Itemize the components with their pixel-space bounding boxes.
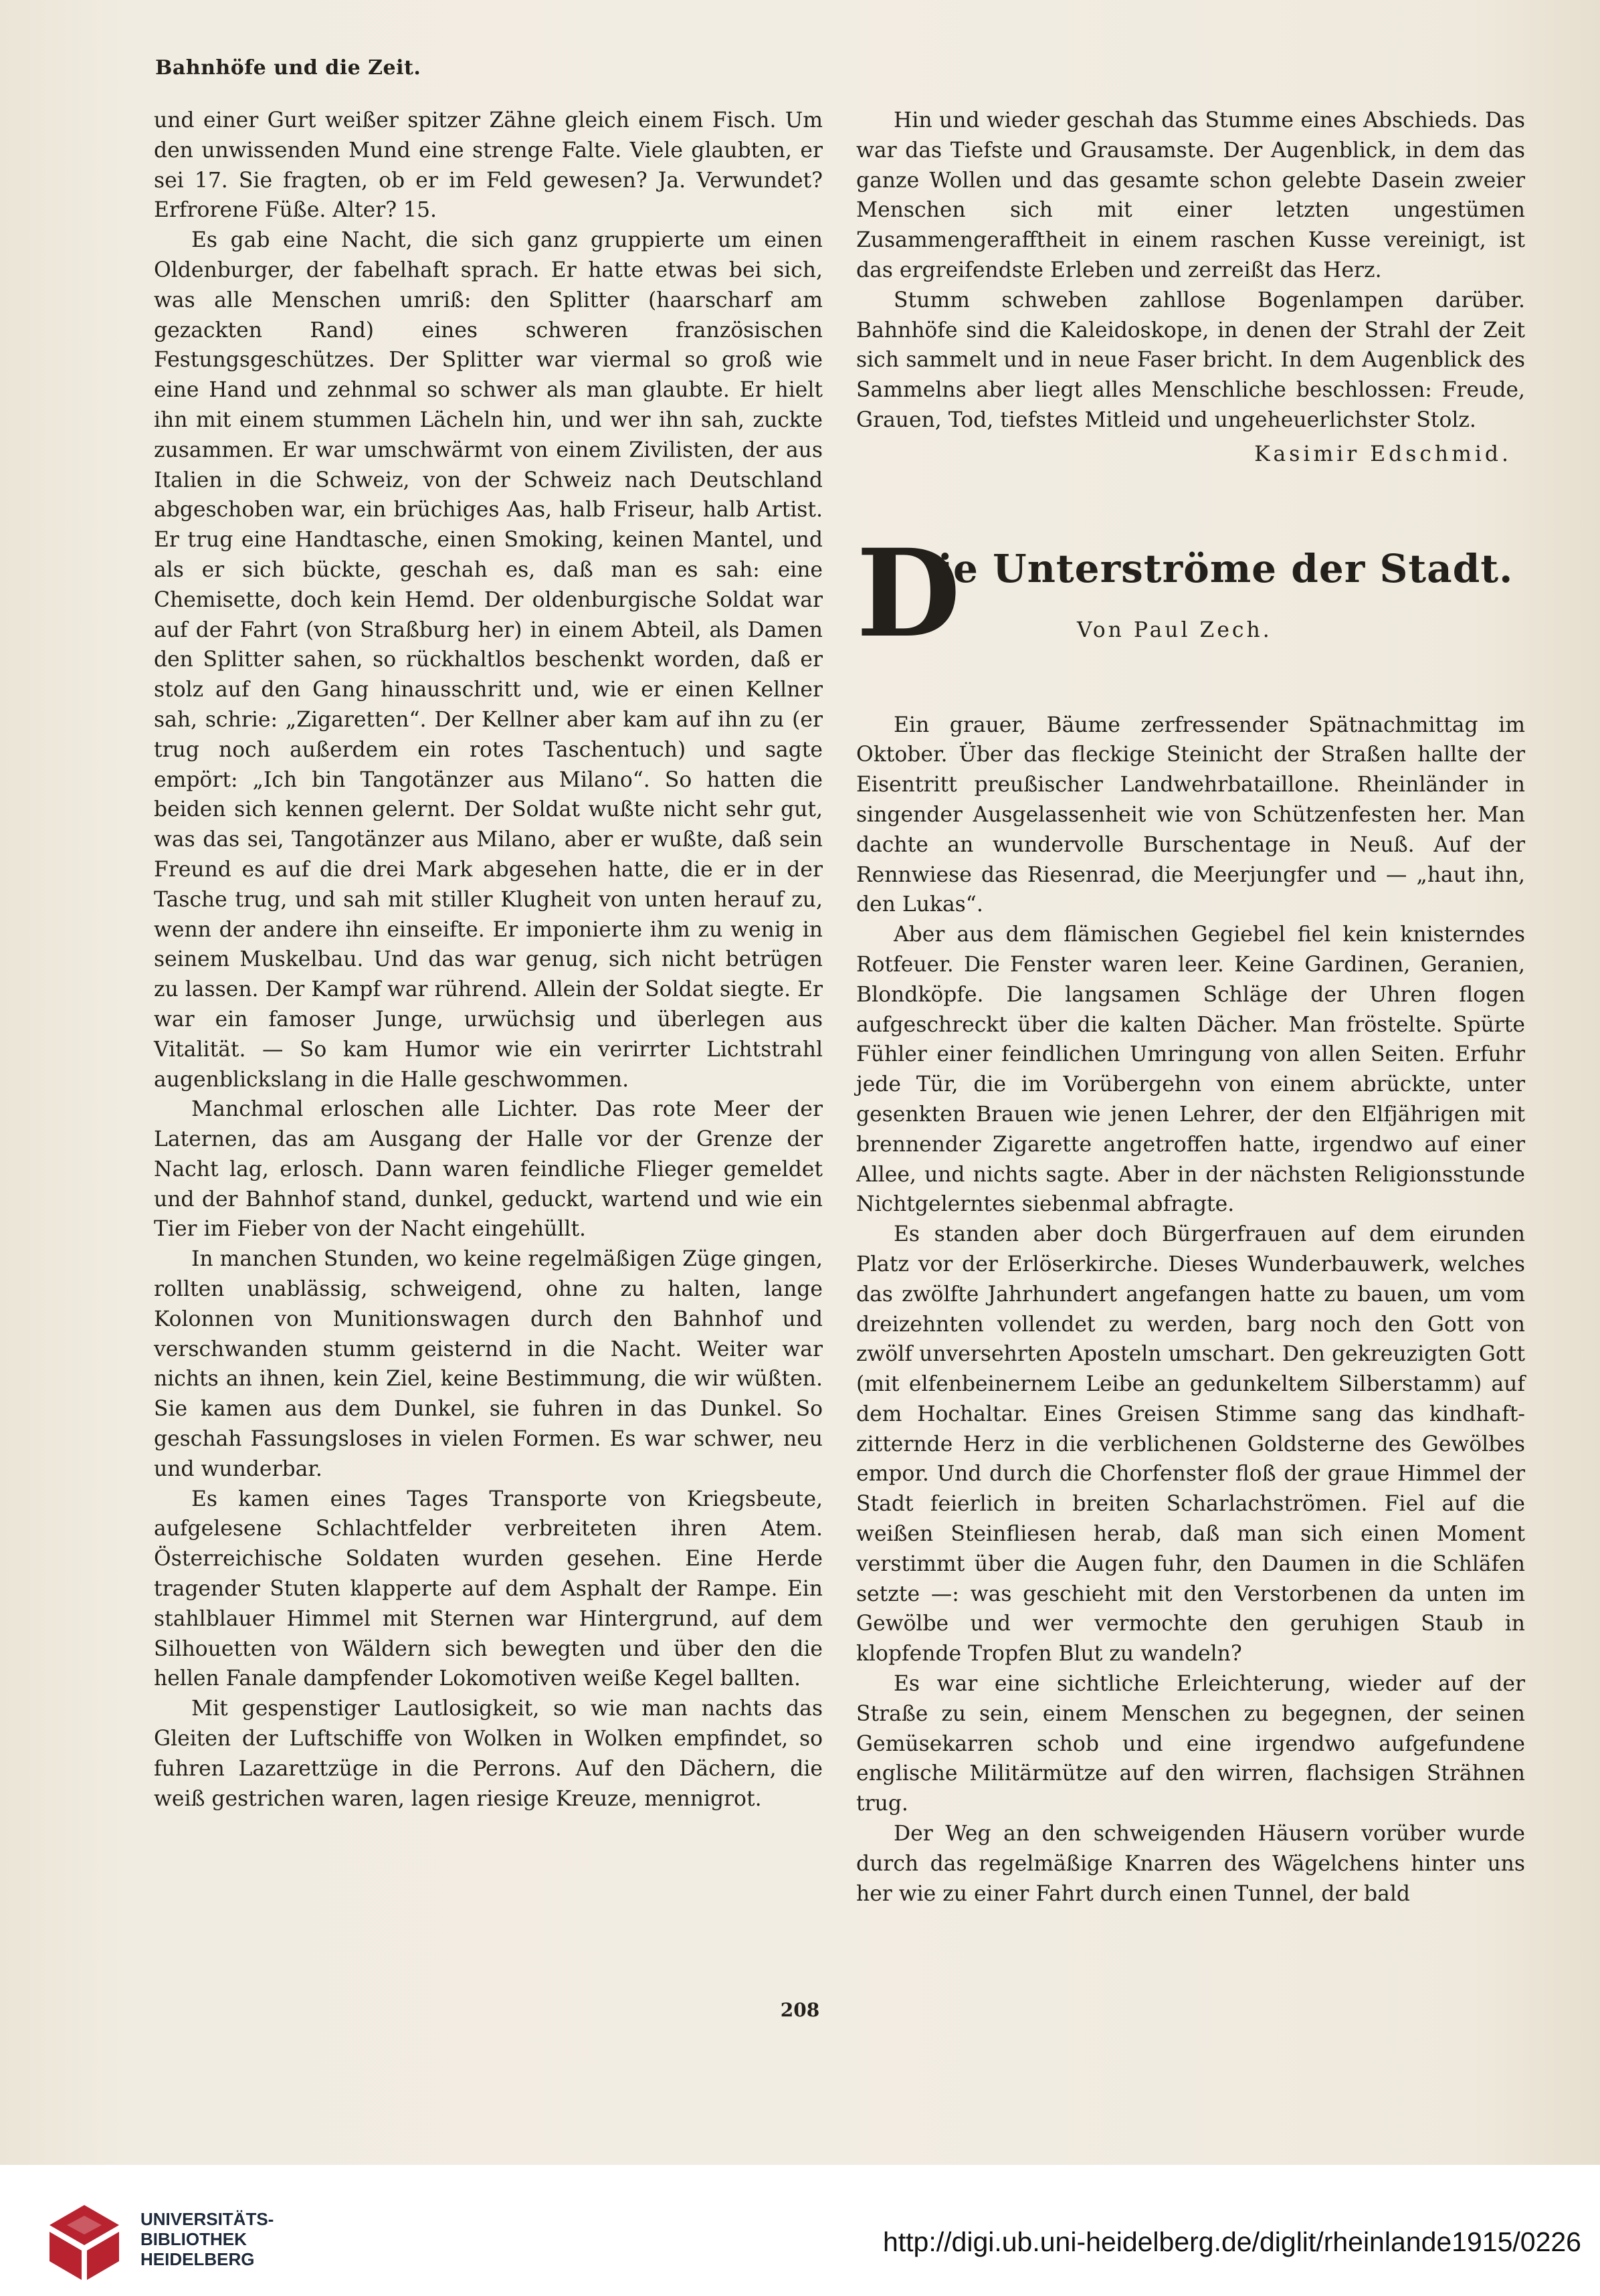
right-column — [856, 106, 1525, 1909]
library-footer — [0, 2165, 1600, 2296]
running-head: Bahnhöfe und die Zeit. — [155, 56, 421, 80]
drop-cap: D — [856, 522, 961, 664]
paragraph: Aber aus dem flämischen Gegiebel fiel kein knisterndes Rotfeuer. Die Fenster waren leer. Keine Gardinen, Geranien, Blondköpfe. Die langsamen Schläge der Uhren flogen aufgeschreckt über die kalten Dächer. Man fröstelte. Spürte Fühler einer feindlichen Umringung von allen Seiten. Erfuhr jede Tür, die im Vorübergehn von einem abrückte, unter gesenkten Brauen wie jenen Lehrer, der den Elfjährigen mit brennender Zigarette angetroffen hatte, irgendwo auf einer Allee, und nichts sagte. Aber in der nächsten Religionsstunde Nichtgelerntes siebenmal abfragte. — [856, 923, 1525, 1217]
author-signature: Kasimir Edschmid. — [1254, 442, 1512, 466]
paragraph: Stumm schweben zahllose Bogenlampen darüber. Bahnhöfe sind die Kaleidoskope, in denen der Strahl der Zeit sich sammelt und in neue Faser bricht. In dem Augenblick des Sammelns aber liegt alles Menschliche beschlossen: Freude, Grauen, Tod, tiefstes Mitleid und ungeheuerlichster Stolz. — [856, 288, 1525, 432]
paragraph: Es gab eine Nacht, die sich ganz gruppierte um einen Oldenburger, der fabelhaft sprach. Er hatte etwas bei sich, was alle Menschen umriß: den Splitter (haarscharf am gezackten Rand) eines schweren französischen Festungsgeschützes. Der Splitter war viermal so groß wie eine Hand und zehnmal so schwer als man glaubte. Er hielt ihn mit einem stummen Lächeln hin, und wer ihn sah, zuckte zusammen. Er war umschwärmt von einem Zivilisten, der aus Italien in die Schweiz, von der Schweiz nach Deutschland abgeschoben war, ein brüchiges Aas, halb Friseur, halb Artist. Er trug eine Handtasche, einen Smoking, keinen Mantel, und als er sich bückte, geschah es, daß man es sah: eine Chemisette, doch kein Hemd. Der oldenburgische Soldat war auf der Fahrt (von Straßburg her) in einem Abteil, als Damen den Splitter sahen, so rückhaltlos beschenkt worden, daß er stolz auf den Gang hinausschritt und, wie er einen Kellner sah, schrie: „Zigaretten“. Der Kellner aber kam auf ihn zu (er trug noch außerdem ein rotes Taschentuch) und sagte empört: „Ich bin Tangotänzer aus Milano“. So hatten die beiden sich kennen gelernt. Der Soldat wußte nicht sehr gut, was das sei, Tangotänzer aus Milano, aber er wußte, daß sein Freund es auf die drei Mark abgesehen hatte, die er in der Tasche trug, und sah mit stiller Klugheit von unten herauf zu, wenn der andere ihn einseifte. Er imponierte ihm zu wenig in seinem Muskelbau. Und das war genug, sich nicht betrügen zu lassen. Der Kampf war rührend. Allein der Soldat siegte. Er war ein famoser Junge, urwüchsig und überlegen aus Vitalität. — So kam Humor wie ein verirrter Lichtstrahl augenblickslang in die Halle geschwommen. — [154, 228, 823, 1092]
paragraph: In manchen Stunden, wo keine regelmäßigen Züge gingen, rollten unablässig, schweigend, ohne zu halten, lange Kolonnen von Munitionswagen durch den Bahnhof und verschwanden stumm geisternd in die Nacht. Weiter war nichts an ihnen, kein Ziel, keine Bestimmung, die wir wüßten. Sie kamen aus dem Dunkel, sie fuhren in das Dunkel. So geschah Fassungsloses in vielen Formen. Es war schwer, neu und wunderbar. — [154, 1247, 823, 1481]
paragraph: Es standen aber doch Bürgerfrauen auf dem eirunden Platz vor der Erlöserkirche. Dieses Wunderbauwerk, welches das zwölfte Jahrhundert angefangen hatte zu bauen, um vom dreizehnten vollendet zu werden, barg noch den Gott von zwölf unversehrten Aposteln umschart. Den gekreuzigten Gott (mit elfenbeinernem Leibe an gedunkeltem Silberstamm) auf dem Hochaltar. Eines Greisen Stimme sang das kindhaft-zitternde Herz in die verblichenen Goldsterne des Gewölbes empor. Und durch die Chorfenster floß der graue Himmel der Stadt feierlich in breiten Scharlachströmen. Fiel auf die weißen Steinfliesen herab, daß man sich einen Moment verstimmt über die Augen fuhr, den Daumen in die Schläfen setzte —: was geschieht mit den Verstorbenen da unten im Gewölbe und wer vermochte den geruhigen Staub in klopfende Tropfen Blut zu wandeln? — [856, 1222, 1525, 1666]
paragraph: Hin und wieder geschah das Stumme eines Abschieds. Das war das Tiefste und Grausamste. Der Augenblick, in dem das ganze Wollen und das gesamte schon gelebte Dasein zweier Menschen sich mit einer letzten ungestümen Zusammengerafftheit in einem raschen Kusse vereinigt, ist das ergreifendste Erleben und zerreißt das Herz. — [856, 108, 1525, 282]
paragraph: Ein grauer, Bäume zerfressender Spätnachmittag im Oktober. Über das fleckige Steinicht der Straßen hallte der Eisentritt preußischer Landwehrbataillone. Rheinländer in singender Ausgelassenheit wie von Schützenfesten her. Man dachte an wundervolle Burschentage in Neuß. Auf der Rennwiese das Riesenrad, die Meerjungfer und — „haut ihn, den Lukas“. — [856, 712, 1525, 917]
paragraph: Manchmal erloschen alle Lichter. Das rote Meer der Laternen, das am Ausgang der Halle vor der Grenze der Nacht lag, erlosch. Dann waren feindliche Flieger gemeldet und der Bahnhof stand, dunkel, geduckt, wartend und wie ein Tier im Fieber von der Nacht eingehüllt. — [154, 1097, 823, 1242]
paragraph: Es kamen eines Tages Transporte von Kriegsbeute, aufgelesene Schlachtfelder verbreiteten ihren Atem. Österreichische Soldaten wurden gesehen. Eine Herde tragender Stuten klapperte auf dem Asphalt der Rampe. Ein stahlblauer Himmel mit Sternen war Hintergrund, auf dem Silhouetten von Wäldern sich bewegten und über den die hellen Fanale dampfender Lokomotiven weiße Kegel ballten. — [154, 1487, 823, 1691]
article-heading — [856, 522, 1525, 710]
article-byline: Von Paul Zech. — [1077, 617, 1272, 642]
paragraph: Mit gespenstiger Lautlosigkeit, so wie man nachts das Gleiten der Luftschiffe von Wolken in Wolken empfindet, so fuhren Lazarettzüge in die Perrons. Auf den Dächern, die weiß gestrichen waren, lagen riesige Kreuze, mennigrot. — [154, 1697, 823, 1811]
library-name-line: UNIVERSITÄTS- — [140, 2209, 274, 2229]
page-number: 208 — [780, 1999, 820, 2021]
paragraph: Der Weg an den schweigenden Häusern vorüber wurde durch das regelmäßige Knarren des Wägelchens hinter uns her wie zu einer Fahrt durch einen Tunnel, der bald — [856, 1822, 1525, 1906]
library-name-line: HEIDELBERG — [140, 2249, 255, 2269]
source-url-link[interactable]: http://digi.ub.uni-heidelberg.de/diglit/rheinlande1915/0226 — [882, 2226, 1581, 2257]
left-column — [154, 106, 823, 1814]
library-name-line: BIBLIOTHEK — [140, 2229, 247, 2249]
article-title: ie Unterströme der Stadt. — [938, 545, 1514, 591]
library-name — [140, 2209, 274, 2269]
library-logo-icon — [44, 2202, 124, 2283]
article-body — [856, 710, 1525, 1909]
paragraph: und einer Gurt weißer spitzer Zähne gleich einem Fisch. Um den unwissenden Mund eine strenge Falte. Viele glaubten, er sei 17. Sie fragten, ob er im Feld gewesen? Ja. Verwundet? Erfrorene Füße. Alter? 15. — [154, 108, 823, 223]
paragraph: Es war eine sichtliche Erleichterung, wieder auf der Straße zu sein, einem Menschen zu begegnen, der seinen Gemüsekarren schob und eine irgendwo aufgefundene englische Militärmütze auf den wirren, flachsigen Strähnen trug. — [856, 1672, 1525, 1816]
